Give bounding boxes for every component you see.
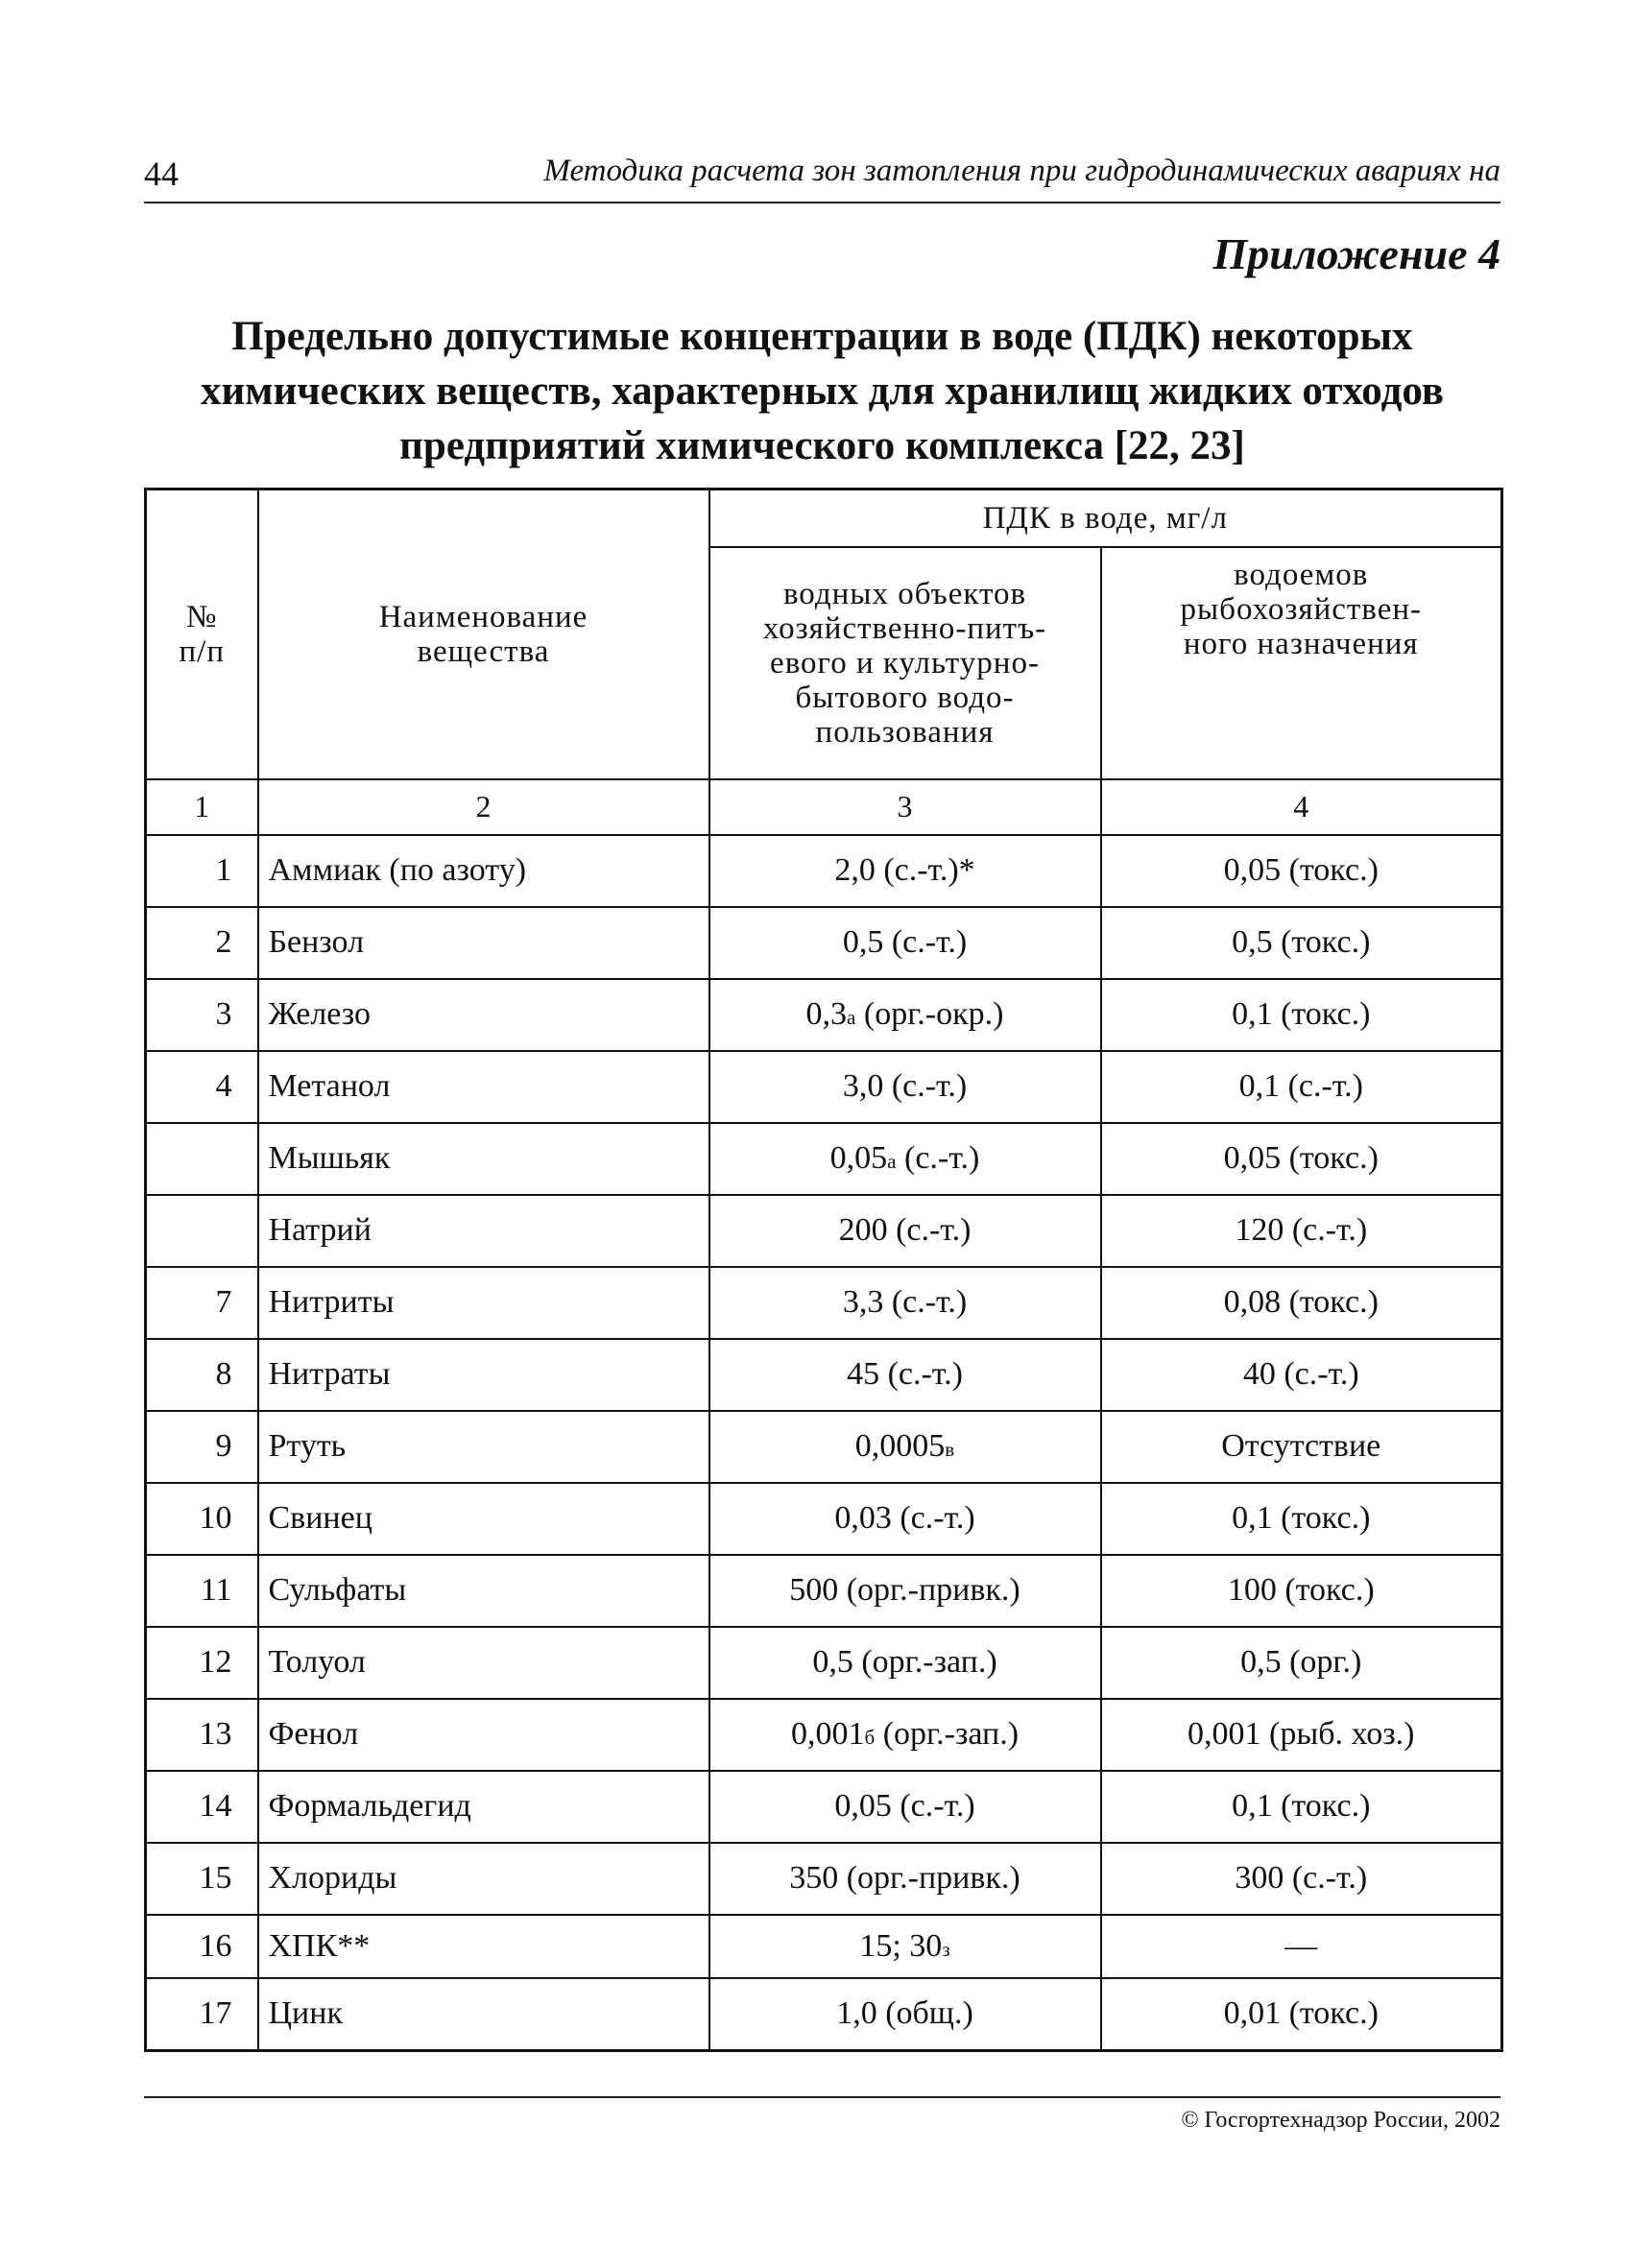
substance-name: Хлориды — [258, 1843, 709, 1915]
row-number: 1 — [146, 835, 258, 907]
row-number: 8 — [146, 1339, 258, 1411]
pdk-drinking-value: 1,0 (общ.) — [709, 1978, 1101, 2051]
pdk-drinking-value: 2,0 (с.-т.)* — [709, 835, 1101, 907]
table-row — [146, 907, 1502, 979]
appendix-label: Приложение 4 — [1212, 229, 1500, 278]
pdk-drinking-value: 15; $30^з$ — [709, 1915, 1101, 1978]
pdk-drinking-value: 350 (орг.-привк.) — [709, 1843, 1101, 1915]
pdk-drinking-value: 200 (с.-т.) — [709, 1195, 1101, 1267]
running-head: Методика расчета зон затопления при гидродинамических авариях на — [543, 154, 1500, 188]
pdk-fishery-value: 0,5 (токс.) — [1101, 907, 1502, 979]
footnote-marker: з — [942, 1937, 950, 1961]
title-line: Предельно допустимые концентрации в воде (ПДК) некоторых — [231, 314, 1413, 359]
pdk-drinking-value: 0,05 (с.-т.) — [709, 1771, 1101, 1843]
table-row — [146, 1411, 1502, 1483]
row-number: 10 — [146, 1483, 258, 1555]
table-row — [146, 1699, 1502, 1771]
pdk-fishery-value: 0,5 (орг.) — [1101, 1627, 1502, 1699]
header-rule — [144, 202, 1500, 203]
row-number: 12 — [146, 1627, 258, 1699]
column-number: 1 — [146, 779, 258, 835]
pdk-fishery-value: — — [1101, 1915, 1502, 1978]
pdk-drinking-value: 0,5 (орг.-зап.) — [709, 1627, 1101, 1699]
table-row — [146, 1843, 1502, 1915]
substance-name: ХПК** — [258, 1915, 709, 1978]
table-row — [146, 1978, 1502, 2051]
substance-name: Фенол — [258, 1699, 709, 1771]
substance-name: Нитриты — [258, 1267, 709, 1339]
substance-name: Ртуть — [258, 1411, 709, 1483]
column-group-header-pdk: ПДК в воде, мг/л — [709, 489, 1502, 547]
table-row — [146, 1771, 1502, 1843]
pdk-fishery-value: 0,1 (токс.) — [1101, 1771, 1502, 1843]
table-row — [146, 835, 1502, 907]
substance-name: Свинец — [258, 1483, 709, 1555]
substance-name: Толуол — [258, 1627, 709, 1699]
pdk-drinking-value: 500 (орг.-привк.) — [709, 1555, 1101, 1627]
table-body — [146, 835, 1502, 2051]
table-row — [146, 1339, 1502, 1411]
row-number: 14 — [146, 1771, 258, 1843]
column-number-row — [146, 779, 1502, 835]
substance-name: Бензол — [258, 907, 709, 979]
pdk-drinking-value: 3,3 (с.-т.) — [709, 1267, 1101, 1339]
row-number: 16 — [146, 1915, 258, 1978]
substance-name: Железо — [258, 979, 709, 1051]
row-number: 13 — [146, 1699, 258, 1771]
row-number — [146, 1195, 258, 1267]
table-row — [146, 1267, 1502, 1339]
footnote-marker: а — [887, 1150, 897, 1173]
substance-name: Натрий — [258, 1195, 709, 1267]
copyright-notice: © Госгортехнадзор России, 2002 — [1181, 2108, 1500, 2133]
table-row — [146, 1627, 1502, 1699]
pdk-table — [144, 488, 1503, 2052]
table-row — [146, 979, 1502, 1051]
pdk-drinking-value: $0,05^а$ (с.-т.) — [709, 1123, 1101, 1195]
pdk-fishery-value: 120 (с.-т.) — [1101, 1195, 1502, 1267]
table-row — [146, 1555, 1502, 1627]
title-line: химических веществ, характерных для хранилищ жидких отходов — [201, 369, 1444, 414]
column-header-drinking-water: водных объектов хозяйственно-питъ- евого и культурно- бытового водо- пользования — [709, 547, 1101, 779]
row-number: 15 — [146, 1843, 258, 1915]
pdk-drinking-value: 3,0 (с.-т.) — [709, 1051, 1101, 1123]
pdk-fishery-value: 0,1 (токс.) — [1101, 979, 1502, 1051]
table-row — [146, 1195, 1502, 1267]
pdk-fishery-value: Отсутствие — [1101, 1411, 1502, 1483]
pdk-fishery-value: 0,001 (рыб. хоз.) — [1101, 1699, 1502, 1771]
column-header-number: № п/п — [146, 489, 258, 779]
pdk-drinking-value: $0,001^б$ (орг.-зап.) — [709, 1699, 1101, 1771]
row-number: 3 — [146, 979, 258, 1051]
substance-name: Метанол — [258, 1051, 709, 1123]
row-number: 11 — [146, 1555, 258, 1627]
table-header — [146, 489, 1502, 835]
substance-name: Формальдегид — [258, 1771, 709, 1843]
pdk-drinking-value: 0,5 (с.-т.) — [709, 907, 1101, 979]
row-number: 17 — [146, 1978, 258, 2051]
substance-name: Сульфаты — [258, 1555, 709, 1627]
page-number: 44 — [144, 155, 179, 193]
pdk-fishery-value: 0,01 (токс.) — [1101, 1978, 1502, 2051]
row-number — [146, 1123, 258, 1195]
footnote-marker: а — [847, 1006, 856, 1029]
pdk-fishery-value: 300 (с.-т.) — [1101, 1843, 1502, 1915]
pdk-drinking-value: $0,0005^в$ — [709, 1411, 1101, 1483]
pdk-drinking-value: 45 (с.-т.) — [709, 1339, 1101, 1411]
column-header-name: Наименование вещества — [258, 489, 709, 779]
column-number: 3 — [709, 779, 1101, 835]
column-header-fishery-water: водоемов рыбохозяйствен- ного назначения — [1101, 547, 1502, 779]
table-row — [146, 1483, 1502, 1555]
pdk-fishery-value: 0,08 (токс.) — [1101, 1267, 1502, 1339]
substance-name: Аммиак (по азоту) — [258, 835, 709, 907]
table-row — [146, 1123, 1502, 1195]
row-number: 4 — [146, 1051, 258, 1123]
table-row — [146, 1051, 1502, 1123]
footnote-marker: в — [945, 1438, 955, 1461]
substance-name: Мышьяк — [258, 1123, 709, 1195]
pdk-fishery-value: 0,05 (токс.) — [1101, 835, 1502, 907]
pdk-fishery-value: 0,1 (токс.) — [1101, 1483, 1502, 1555]
footer-rule — [144, 2096, 1500, 2098]
table-row — [146, 1915, 1502, 1978]
column-number: 2 — [258, 779, 709, 835]
pdk-drinking-value: 0,03 (с.-т.) — [709, 1483, 1101, 1555]
pdk-fishery-value: 0,05 (токс.) — [1101, 1123, 1502, 1195]
row-number: 2 — [146, 907, 258, 979]
pdk-drinking-value: $0,3^а$ (орг.-окр.) — [709, 979, 1101, 1051]
footnote-marker: б — [864, 1726, 876, 1749]
pdk-fishery-value: 40 (с.-т.) — [1101, 1339, 1502, 1411]
row-number: 7 — [146, 1267, 258, 1339]
column-number: 4 — [1101, 779, 1502, 835]
title-line: предприятий химического комплекса [22, 23] — [399, 423, 1245, 468]
substance-name: Цинк — [258, 1978, 709, 2051]
row-number: 9 — [146, 1411, 258, 1483]
pdk-fishery-value: 100 (токс.) — [1101, 1555, 1502, 1627]
document-title — [144, 309, 1500, 473]
substance-name: Нитраты — [258, 1339, 709, 1411]
pdk-fishery-value: 0,1 (с.-т.) — [1101, 1051, 1502, 1123]
